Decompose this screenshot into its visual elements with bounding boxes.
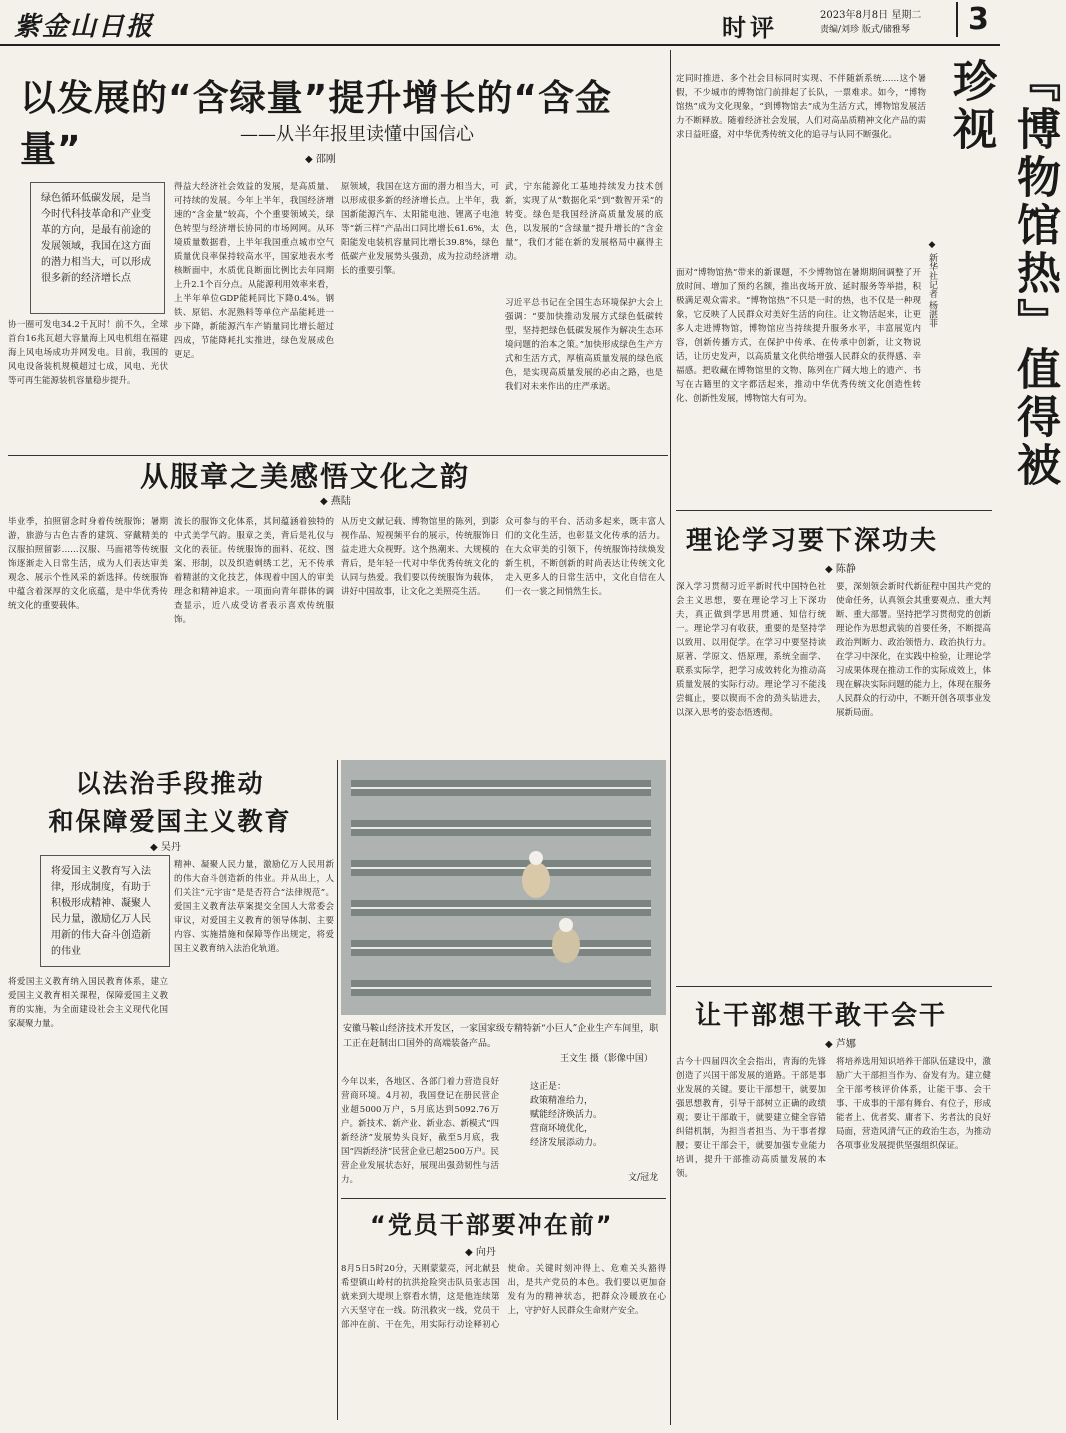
article-1-body-col5: 习近平总书记在全国生态环境保护大会上强调：“要加快推动发展方式绿色低碳转型，坚持把绿色低碳发展作为解决生态环境问题的治本之策。”加快形成绿色生产方式和生活方式，厚植高质量发展的绿色底色，是实现高质量发展的必由之路，也是我们对未来作出的庄严承诺。 <box>505 298 663 392</box>
poem-line: 这正是： <box>530 1082 567 1092</box>
article-1-body-col3: 原领域，我国在这方面的潜力相当大，可以形成很多新的经济增长点。上半年，我国新能源汽车、太阳能电池、锂离子电池等“新三样”产品出口同比增长61.6%，太阳能发电装机容量同比增长39.8%，绿色低碳产业发展势头强劲，成为拉动经济增长的重要引擎。 <box>341 182 499 276</box>
article-3-body-col2: 流长的服饰文化体系，其间蕴涵着独特的中式美学气韵。服章之美，背后是礼仪与文化的表征。传统服饰的面料、花纹、图案、形制，以及织造刺绣工艺，无不传承着精湛的文化技艺，体现着中国人的审美理念和精神追求。一项面向青年群体的调查显示，近八成受访者表示喜欢传统服饰。 <box>174 517 334 625</box>
issue-date: 2023年8月8日 星期二 <box>820 10 922 21</box>
article-8-title: 让干部想干敢干会干 <box>695 1001 948 1031</box>
divider <box>341 1198 666 1199</box>
article-6-poem <box>530 1080 602 1150</box>
article-5-title <box>20 765 320 840</box>
article-8-body-col1: 古今十四届四次全会指出，青海的先锋创造了兴国干部发展的道路。干部是事业发展的关键。要让干部想干，就要加强思想教育，引导干部树立正确的政绩观；要让干部敢干，就要建立健全容错纠错机制，为担当者担当、为干事者撑腰；要让干部会干，就要加强专业能力培训，提升干部推动高质量发展的本领。 <box>676 1057 826 1179</box>
article-2-body: 面对“博物馆热”带来的新课题，不少博物馆在暑期期间调整了开放时间、增加了预约名额，推出夜场开放、延时服务等举措，积极满足观众需求。“博物馆热”不只是一时的热，也不仅是一种现象，它反映了人民群众对美好生活的向往。让文物活起来，让更多人走进博物馆，博物馆应当持续提升服务水平，丰富展览内容，创新传播方式，在保护中传承、在传承中创新，让文物说话，让历史发声，以高质量文化供给增强人民群众的获得感、幸福感。把收藏在博物馆里的文物、陈列在广阔大地上的遗产、书写在古籍里的文字都活起来，推动中华优秀传统文化创造性转化、创新性发展，博物馆大有可为。 <box>676 268 921 404</box>
article-1-body-col4: 武，宁东能源化工基地持续发力技术创新，实现了从“数据化采”到“数智开采”的转变。绿色是我国经济高质量发展的底色，以发展的“含绿量”提升增长的“含金量”，我们才能在新的发展格局中赢得主动。 <box>505 182 663 262</box>
article-1-body-col6: 定同时推进、多个社会目标同时实现、不伴随新系统……这个暑假，不少城市的博物馆门前排起了长队，一票难求。如今，“博物馆热”成为文化现象，“到博物馆去”成为生活方式，博物馆发展活力不断释放。随着经济社会发展，人们对高品质精神文化产品的需求日益旺盛，对中华优秀传统文化的追寻与认同不断强化。 <box>676 74 926 140</box>
article-3-body-col1: 毕业季，拍照留念时身着传统服饰；暑期游，旅游与古色古香的建筑、穿戴精美的汉服拍照留影……汉服、马面裙等传统服饰逐渐走入日常生活，成为人们表达审美观念、展示个性风采的新选择。传统服饰中蕴含着深厚的文化底蕴，是中华优秀传统文化的重要载体。 <box>8 517 168 611</box>
article-1-subtitle: ——从半年报里读懂中国信心 <box>240 124 474 145</box>
article-7-title: “党员干部要冲在前” <box>370 1211 614 1239</box>
article-8-body-col2: 将培养选用知识培养干部队伍建设中，激励广大干部担当作为、奋发有为。建立健全干部考核评价体系，让能干事、会干事、干成事的干部有舞台、有位子，形成能者上、优者奖、庸者下、劣者汰的良好局面，营造风清气正的政治生态，为推动各项事业发展提供坚强组织保证。 <box>836 1057 991 1151</box>
divider <box>676 986 992 987</box>
article-5-title-line1: 以法治手段推动 <box>75 769 265 798</box>
article-5-pullquote: 将爱国主义教育写入法律，形成制度，有助于积极形成精神、凝聚人民力量，激励亿万人民用新的伟大奋斗创造新的伟业 <box>40 855 170 967</box>
poem-line: 营商环境优化， <box>530 1124 594 1134</box>
article-1-byline: ◆ 邵刚 <box>305 154 336 165</box>
poem-line: 赋能经济焕活力。 <box>530 1110 603 1120</box>
article-2-title: 『博物馆热』值得被珍视 <box>945 58 1060 490</box>
article-3-title: 从服章之美感悟文化之韵 <box>140 460 471 493</box>
article-4-body-col1: 深入学习贯彻习近平新时代中国特色社会主义思想，要在理论学习上下深功夫，真正做到学思用贯通、知信行统一。理论学习有收获，重要的是坚持学以致用、以用促学。在学习中要坚持读原著、学原文、悟原理，系统全面学、联系实际学，把学习成效转化为推动高质量发展的实际行动。理论学习不能浅尝辄止，要以锲而不舍的劲头钻进去，以深入思考的姿态悟透彻。 <box>676 582 826 718</box>
article-5-body-col1: 将爱国主义教育纳入国民教育体系，建立爱国主义教育相关课程，保障爱国主义教育的实施，为全面建设社会主义现代化国家凝聚力量。 <box>8 977 168 1029</box>
column-rule <box>670 50 671 1425</box>
article-5-body-col2: 精神、凝聚人民力量，激励亿万人民用新的伟大奋斗创造新的伟业。并从出上，人们关注“元宇宙”是是否符合“法律规范”。爱国主义教育法草案提交全国人大常委会审议，对爱国主义教育的领导体制、主要内容、实施措施和保障等作出规定，将爱国主义教育纳入法治化轨道。 <box>174 860 334 954</box>
article-3-byline: ◆ 燕陆 <box>320 496 351 507</box>
column-rule <box>337 760 338 1420</box>
article-1-title: 以发展的“含绿量”提升增长的“含金量” <box>20 78 612 170</box>
article-5-byline: ◆ 吴丹 <box>150 842 181 853</box>
article-5-title-line2: 和保障爱国主义教育 <box>48 806 292 836</box>
article-2-byline: ◆ 新华社记者 杨湛菲 <box>927 240 937 328</box>
article-1-body-col2: 得益大经济社会效益的发展，是高质量、可持续的发展。今年上半年，我国经济增速的“含金量”较高，个个重要领域关，绿色转型与经济增长协同的市场网网。从环境质量数据看，上半年我国重点城市空气质量优良率保持较高水平，国家地表水考核断面中，水质优良断面比例比去年同期上升2.1个百分点。从能源利用效率来看，上半年单位GDP能耗同比下降0.4%。钢铁、原铝、水泥熟料等单位产品能耗进一步下降，新能源汽车产销量同比增长超过四成，节能降耗扎实推进，绿色发展成色更足。 <box>174 182 334 360</box>
newspaper-logo: 紫金山日报 <box>14 12 155 42</box>
section-name: 时评 <box>722 13 778 42</box>
article-4-byline: ◆ 陈静 <box>825 564 856 575</box>
poem-line: 政策精准给力， <box>530 1096 594 1106</box>
photo-caption: 安徽马鞍山经济技术开发区，一家国家级专精特新“小巨人”企业生产车间里，职工正在赶制出口国外的高端装备产品。 <box>343 1024 659 1049</box>
article-8-byline: ◆ 芦娜 <box>825 1039 856 1050</box>
article-3-body-col3: 从历史文献记载、博物馆里的陈列，到影视作品、短视频平台的展示，传统服饰日益走进大众视野。这个热潮来、大规模的背后，是年轻一代对中华优秀传统文化的认同与热爱。我们要以传统服饰为载体，讲好中国故事，让文化之美照亮生活。 <box>341 517 499 597</box>
article-1-body-col1: 协一圈可发电34.2千瓦时！前不久，全球首台16兆瓦超大容量海上风电机组在福建海上风电场成功并网发电。目前，我国的风电设备装机规模超过七成，风电、光伏等可再生能源装机容量稳步提升。 <box>8 320 168 386</box>
article-7-byline: ◆ 向丹 <box>465 1247 496 1258</box>
article-6-signature: 文/冠龙 <box>628 1173 659 1183</box>
article-3-body-col4: 众可参与的平台、活动多起来，既丰富人们的文化生活，也彰显文化传承的活力。在大众审美的引领下，传统服饰持续焕发新生机，不断创新的时尚表达让传统文化走入更多人的日常生活中，文化自信在人们一衣一裳之间悄然生长。 <box>505 517 665 597</box>
poem-line: 经济发展添动力。 <box>530 1138 603 1148</box>
photo-credit: 王文生 摄（影像中国） <box>560 1054 653 1064</box>
article-6-body: 今年以来，各地区、各部门着力营造良好营商环境。4月初，我国登记在册民营企业超5000万户，5月底达到5092.76万户。新技术、新产业、新业态、新模式“四新经济”发展势头良好，截至5月底，我国“四新经济”民营企业已超2500万户。民营企业发展状态好，展现出强劲韧性与活力。 <box>341 1077 499 1185</box>
article-4-body-col2: 要，深刻领会新时代新征程中国共产党的使命任务，认真领会其重要观点、重大判断、重大部署。坚持把学习贯彻党的创新理论作为思想武装的首要任务，不断提高政治判断力、政治领悟力、政治执行力。在学习中深化，在实践中检验，让理论学习成果体现在推动工作的实际成效上，体现在解决实际问题的能力上，体现在服务人民群众的行动中，不断开创各项事业发展新局面。 <box>836 582 991 718</box>
editor-credit: 责编/刘珍 版式/储雅琴 <box>820 25 910 35</box>
divider <box>676 510 992 511</box>
article-7-body: 8月5日5时20分，天刚蒙蒙亮，河北献县希望镇山岭村的抗洪抢险突击队员张志国就来到大堤坝上察看水情，这是他连续第六天坚守在一线。防汛救灾一线，党员干部冲在前、干在先，用实际行动诠释初心使命。关键时刻冲得上、危难关头豁得出，是共产党员的本色。我们要以更加奋发有为的精神状态，把群众冷暖放在心上，守护好人民群众生命财产安全。 <box>341 1264 666 1330</box>
masthead <box>0 0 1000 46</box>
page-number: 3 <box>956 2 989 37</box>
article-4-title: 理论学习要下深功夫 <box>686 526 939 556</box>
article-1-pullquote: 绿色循环低碳发展，是当今时代科技革命和产业变革的方向，是最有前途的发展领域，我国在这方面的潜力相当大，可以形成很多新的经济增长点 <box>30 182 165 314</box>
factory-photo <box>341 760 666 1015</box>
factory-photo-illustration <box>341 760 666 1015</box>
